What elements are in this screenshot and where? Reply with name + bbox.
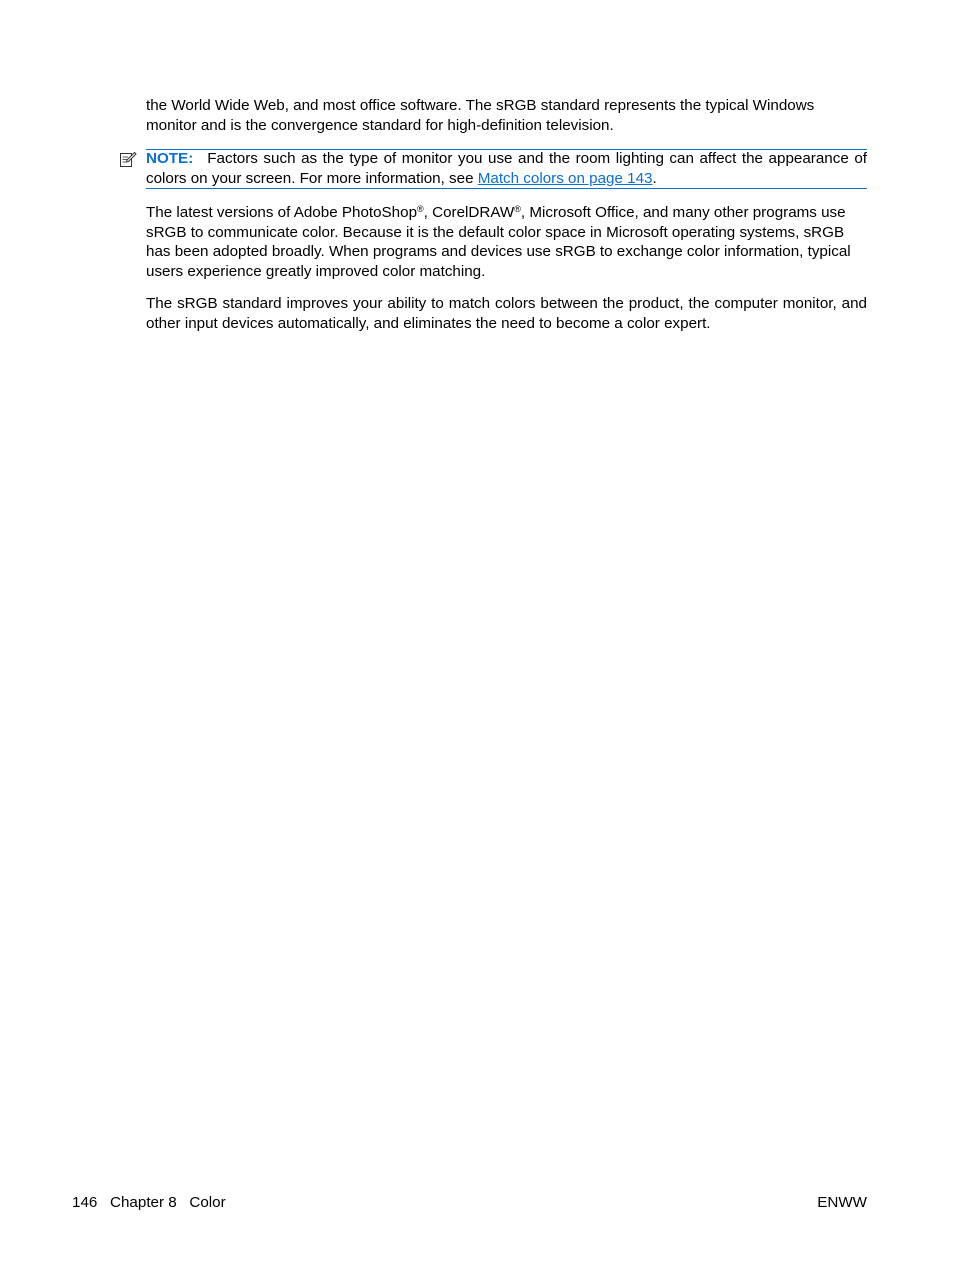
note-text xyxy=(146,149,867,188)
registered-mark: ® xyxy=(417,204,424,214)
footer-right: ENWW xyxy=(817,1194,867,1211)
para-3-part-2: , CorelDRAW xyxy=(423,204,515,221)
registered-mark: ® xyxy=(514,204,521,214)
chapter-title: Color xyxy=(189,1194,226,1211)
note-body: Factors such as the type of monitor you use and the room lighting can affect the appearance of colors on your screen. For more information, see xyxy=(146,150,867,187)
note-pencil-icon xyxy=(119,151,137,169)
chapter-label: Chapter 8 xyxy=(110,1194,177,1211)
footer-left xyxy=(72,1193,226,1213)
match-colors-link[interactable]: Match colors on page 143 xyxy=(477,169,653,187)
note-box xyxy=(146,149,867,189)
paragraph-srgb-benefits: The sRGB standard improves your ability to match colors between the product, the computer monitor, and other input devices automatically, and eliminates the need to become a color expert. xyxy=(146,295,867,332)
note-trailing: . xyxy=(652,169,657,187)
page-number: 146 xyxy=(72,1194,98,1211)
para-3-part-1: The latest versions of Adobe PhotoShop xyxy=(146,204,418,221)
paragraph-srgb-adoption xyxy=(146,203,867,281)
note-label: NOTE: xyxy=(146,150,194,167)
paragraph-srgb-intro: the World Wide Web, and most office software. The sRGB standard represents the typical Windows monitor and is the convergence standard for high-definition television. xyxy=(146,97,815,134)
para-3-part-3: , Microsoft Office, and many other programs use sRGB to communicate color. Because it is the default color space in Microsoft operating systems, sRGB has been adopted broadly. When programs and devices use sRGB to exchange color information, typical users experience greatly improved color matching. xyxy=(146,204,851,280)
